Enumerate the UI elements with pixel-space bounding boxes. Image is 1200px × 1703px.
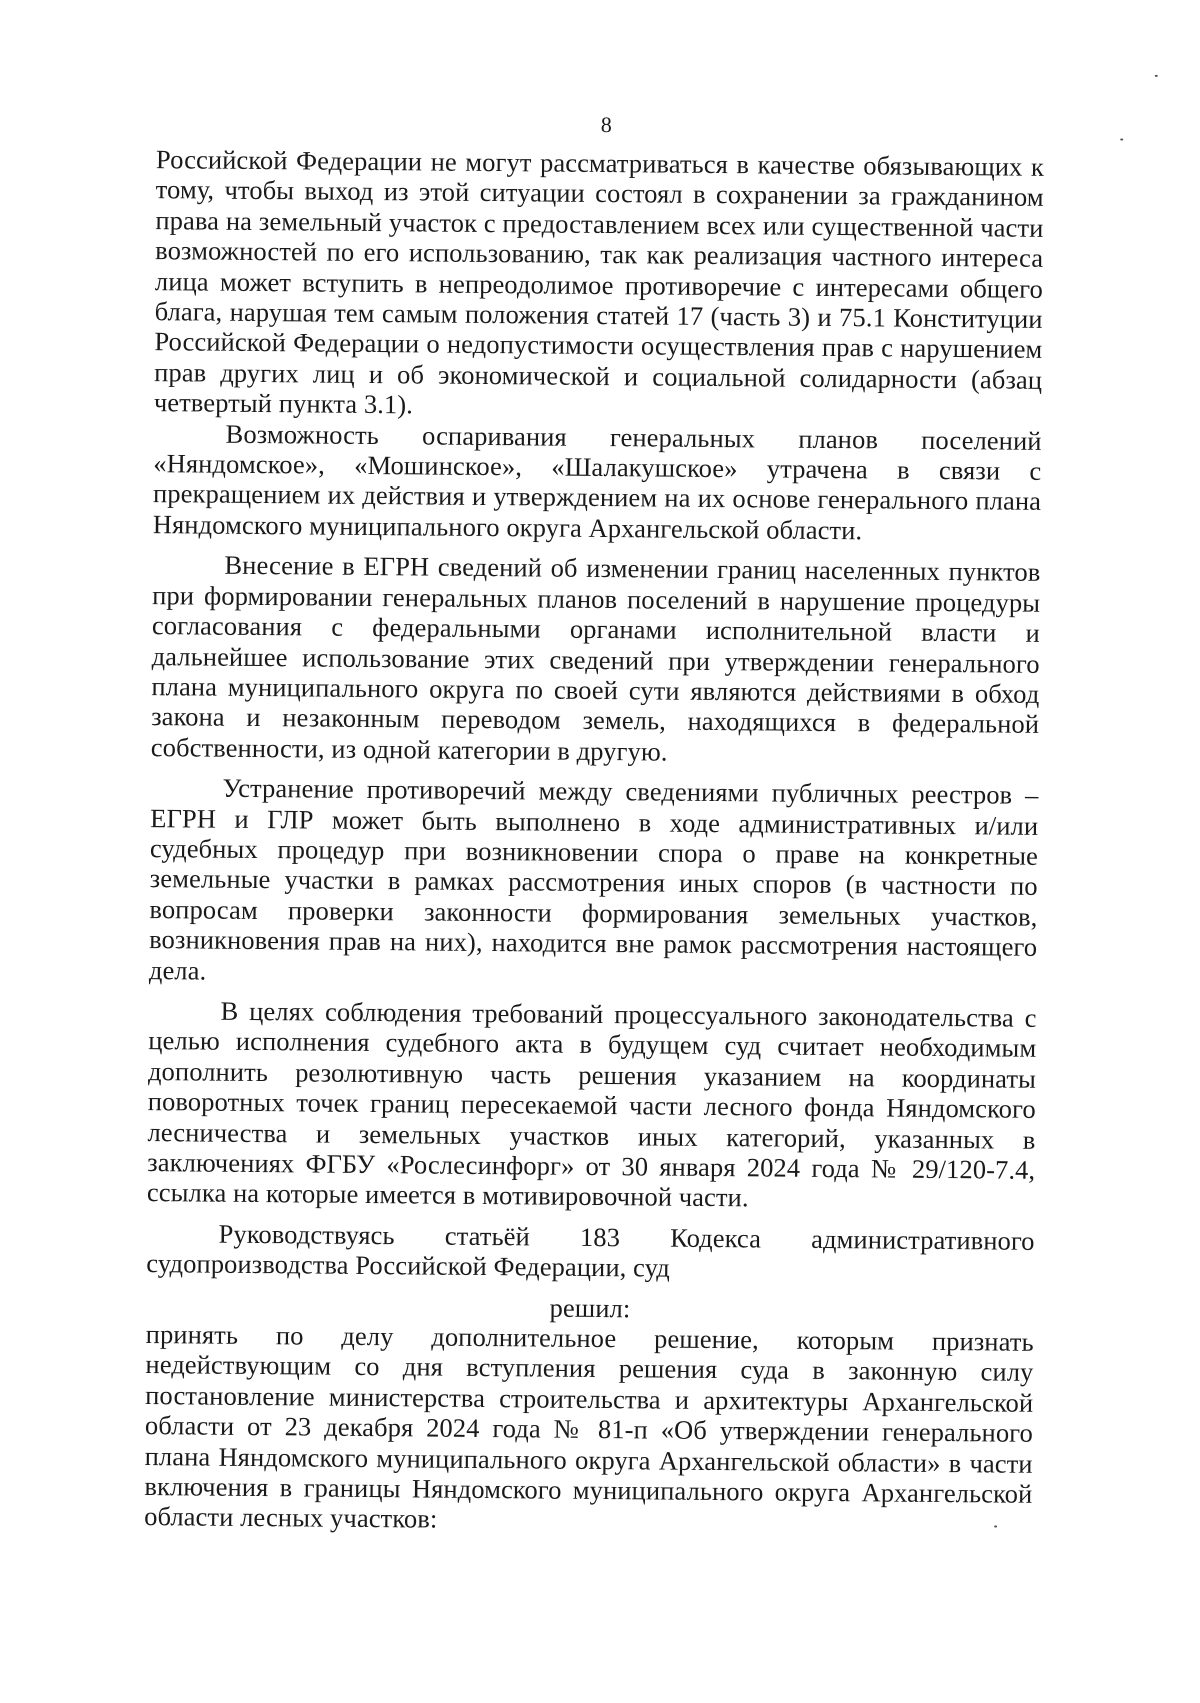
scan-speck (1120, 139, 1123, 141)
scan-speck (994, 1525, 997, 1527)
decision-heading: решил: (549, 1292, 631, 1323)
paragraph-resolution: принять по делу дополнительное решение, которым признать недействующим со дня вступления решения суда в законную силу постановление министерства строительства и архитектуры Архангельской области от 23 декабря 2024 года № 81-п «Об утверждении генерального плана Няндомского муниципального округа Архангельской области» в части включения в границы Няндомского муниципального округа Архангельской области лесных участков: (144, 1319, 1034, 1535)
paragraph-registry-conflicts: Устранение противоречий между сведениями публичных реестров – ЕГРН и ГЛР может быть выполнено в ходе административных и/или судебных процедур при возникновении спора о праве на конкретные земельные участки в рамках рассмотрения иных споров (в частности по вопросам проверки законности формирования земельных участков, возникновения прав на них), находится вне рамок рассмотрения настоящего дела. (148, 772, 1039, 986)
paragraph-continuation: Российской Федерации не могут рассматриваться в качестве обязывающих к тому, чтобы выход из этой ситуации состоял в сохранении за гражданином права на земельный участок с предоставлением всех или существенной части возможностей по его использованию, так как реализация частного интереса лица может вступить в непреодолимое противоречие с интересами общего блага, нарушая тем самым положения статей 17 (часть 3) и 75.1 Конституции Российской Федерации о недопустимости осуществления прав с нарушением прав других лиц и об экономической и социальной солидарности (абзац четвертый пункта 3.1). (153, 144, 1045, 420)
document-body (144, 144, 1044, 1540)
paragraph-guided-by: Руководствуясь статьёй 183 Кодекса административного судопроизводства Российской Федерации, суд (146, 1218, 1035, 1283)
paragraph-egrn-records: Внесение в ЕГРН сведений об изменении границ населенных пунктов при формировании генеральных планов поселений в нарушение процедуры согласования с федеральными органами исполнительной власти и дальнейшее использование этих сведений при утверждении генерального плана муниципального округа по своей сути являются действиями в обход закона и незаконным переводом земель, находящихся в федеральной собственности, из одной категории в другую. (150, 549, 1041, 767)
page-number: 8 (600, 111, 612, 138)
scan-speck (1155, 75, 1158, 77)
paragraph-general-plans: Возможность оспаривания генеральных планов поселений «Няндомское», «Мошинское», «Шалакушское» утрачена в связи с прекращением их действия и утверждением на их основе генерального плана Няндомского муниципального округа Архангельской области. (152, 418, 1042, 546)
paragraph-procedural-requirements: В целях соблюдения требований процессуального законодательства с целью исполнения судебного акта в будущем суд считает необходимым дополнить резолютивную часть решения указанием на координаты поворотных точек границ пересекаемой части лесного фонда Няндомского лесничества и земельных участков иных категорий, указанных в заключениях ФГБУ «Рослесинфорг» от 30 января 2024 года № 29/120-7.4, ссылка на которые имеется в мотивировочной части. (146, 995, 1037, 1213)
